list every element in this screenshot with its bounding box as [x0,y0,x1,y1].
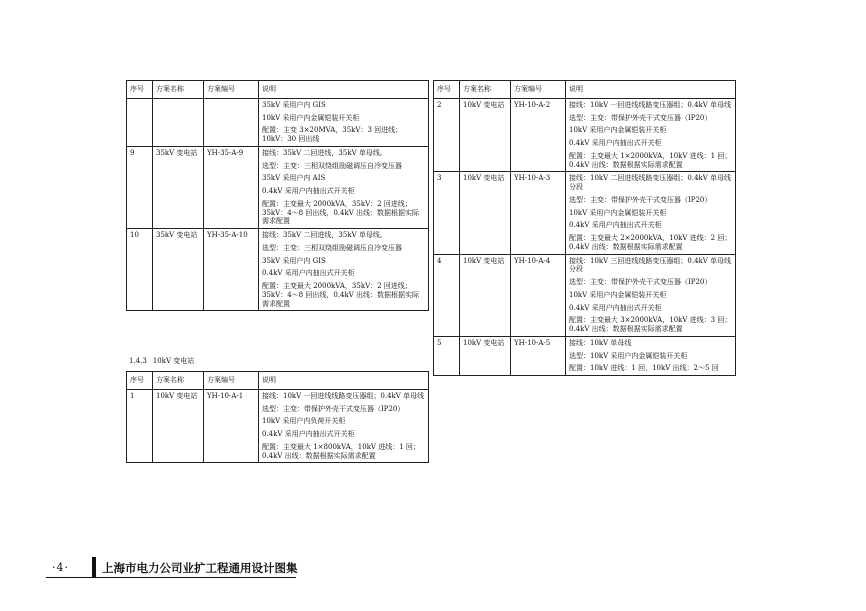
desc-line: 选型：主变：带保护外壳干式变压器（IP20） [569,195,712,204]
header-no: 序号 [127,81,153,99]
cell-desc [259,98,429,146]
table-row [434,254,736,336]
cell-name: 10kV 变电站 [460,336,511,375]
desc-line: 选型：主变：三相双绕组励磁调压自冷变压器 [262,243,402,252]
cell-no: 2 [434,98,460,172]
cell-no: 3 [434,172,460,254]
cell-code: YH-10-A-1 [204,389,259,463]
header-desc: 说明 [566,81,736,99]
header-desc: 说明 [259,81,429,99]
desc-line: 选型：主变：带保护外壳干式变压器（IP20） [569,278,712,286]
table-row [127,146,429,228]
desc-line: 接线：10kV 单母线 [569,338,632,347]
header-name: 方案名称 [460,81,511,99]
desc-line: 10kV 采用户内金属铠装开关柜 [569,290,667,299]
footer-divider-bar [92,557,96,577]
header-name: 方案名称 [153,81,204,99]
desc-line: 0.4kV 采用户内抽出式开关柜 [569,303,662,312]
table-row [434,172,736,254]
table-body [434,98,736,375]
cell-no: 5 [434,336,460,375]
cell-desc [566,172,736,254]
cell-code: YH-10-A-4 [511,254,566,336]
desc-line: 接线：10kV 一回进线线路变压器组；0.4kV 单母线 [569,100,732,109]
desc-line: 0.4kV 采用户内抽出式开关柜 [262,269,355,278]
desc-line: 配置：主变最大 3×2000kVA，10kV 进线：3 回；0.4kV 出线：数据根据实际需求配置 [569,316,732,333]
cell-code: YH-10-A-5 [511,336,566,375]
cell-no: 9 [127,146,153,228]
desc-line: 配置：主变最大 1×2000kVA，10kV 进线：1 回；0.4kV 出线：数据根据实际需求配置 [569,151,732,169]
desc-line: 10kV 采用户内负荷开关柜 [262,417,346,426]
desc-line: 配置：10kV 进线：1 回，10kV 出线：2～5 回 [569,364,719,373]
desc-line: 接线：35kV 二回进线，35kV 单母线。 [262,231,387,239]
cell-code: YH-35-A-10 [204,229,259,311]
section-title-text: 10kV 变电站 [152,357,195,365]
desc-line: 0.4kV 采用户内抽出式开关柜 [569,221,662,230]
cell-desc [566,254,736,336]
header-code: 方案编号 [511,81,566,99]
table-row [434,98,736,172]
header-code: 方案编号 [204,372,259,390]
desc-line: 配置：主变最大 2000kVA，35kV：2 回进线；35kV：4～8 回出线，0.4kV 出线：数据根据实际需求配置 [262,199,419,226]
desc-line: 配置：主变 3×20MVA，35kV：3 回进线；10kV：30 回出线 [262,126,403,143]
table-body [127,389,429,463]
desc-line: 10kV 采用户内金属铠装开关柜 [569,208,667,217]
cell-name [153,98,204,146]
header-desc: 说明 [259,372,429,390]
cell-name: 35kV 变电站 [153,229,204,311]
desc-line: 配置：主变最大 1×800kVA，10kV 进线：1 回；0.4kV 出线：数据根据实际需求配置 [262,442,420,460]
cell-name: 10kV 变电站 [153,389,204,463]
header-name: 方案名称 [153,372,204,390]
desc-line: 选型：主变：三相双绕组励磁调压自冷变压器 [262,161,402,170]
desc-line: 配置：主变最大 2000kVA，35kV：2 回进线；35kV：4～8 回出线，0.4kV 出线：数据根据实际需求配置 [262,282,419,308]
desc-line: 选型：10kV 采用户内金属铠装开关柜 [569,351,688,360]
cell-desc [259,229,429,311]
cell-code: YH-10-A-3 [511,172,566,254]
section-number: 1.4.3 [129,357,147,365]
scheme-table-left-top [126,80,429,311]
desc-line: 10kV 采用户内金属铠装开关柜 [569,126,667,135]
desc-line: 35kV 采用户内 GIS [262,256,326,265]
cell-no [127,98,153,146]
cell-code [204,98,259,146]
page-number: ·4· [52,561,69,574]
desc-line: 35kV 采用户内 GIS [262,100,326,109]
desc-line: 0.4kV 采用户内抽出式开关柜 [262,430,355,438]
table-row [127,98,429,146]
cell-desc [566,336,736,375]
cell-name: 10kV 变电站 [460,98,511,172]
scheme-table-right [433,80,736,376]
desc-line: 接线：10kV 一回进线线路变压器组；0.4kV 单母线 [262,391,425,400]
table-header-row [434,81,736,99]
header-no: 序号 [434,81,460,99]
cell-name: 10kV 变电站 [460,172,511,254]
desc-line: 选型：主变：带保护外壳干式变压器（IP20） [262,404,405,413]
table-row [434,336,736,375]
desc-line: 10kV 采用户内金属铠装开关柜 [262,113,360,122]
header-no: 序号 [127,372,153,390]
section-heading [129,356,194,366]
cell-name: 10kV 变电站 [460,254,511,336]
footer-title: 上海市电力公司业扩工程通用设计图集 [102,561,298,575]
desc-line: 0.4kV 采用户内抽出式开关柜 [262,187,355,195]
cell-name: 35kV 变电站 [153,146,204,228]
cell-desc [259,146,429,228]
desc-line: 接线：10kV 三回进线线路变压器组；0.4kV 单母线分段 [569,256,732,274]
scheme-table-left-bottom [126,371,429,463]
desc-line: 配置：主变最大 2×2000kVA，10kV 进线：2 回；0.4kV 出线：数据根据实际需求配置 [569,234,732,251]
table-header-row [127,372,429,390]
desc-line: 选型：主变：带保护外壳干式变压器（IP20） [569,113,712,122]
desc-line: 35kV 采用户内 AIS [262,174,326,183]
cell-no: 10 [127,229,153,311]
header-code: 方案编号 [204,81,259,99]
cell-no: 4 [434,254,460,336]
cell-code: YH-35-A-9 [204,146,259,228]
table-row [127,389,429,463]
desc-line: 0.4kV 采用户内抽出式开关柜 [569,139,662,147]
desc-line: 接线：35kV 二回进线，35kV 单母线。 [262,148,387,157]
footer-rule [46,577,296,578]
cell-desc [566,98,736,172]
table-row [127,229,429,311]
cell-no: 1 [127,389,153,463]
cell-code: YH-10-A-2 [511,98,566,172]
table-body [127,98,429,311]
desc-line: 接线：10kV 二回进线线路变压器组；0.4kV 单母线分段 [569,174,732,191]
cell-desc [259,389,429,463]
table-header-row [127,81,429,99]
